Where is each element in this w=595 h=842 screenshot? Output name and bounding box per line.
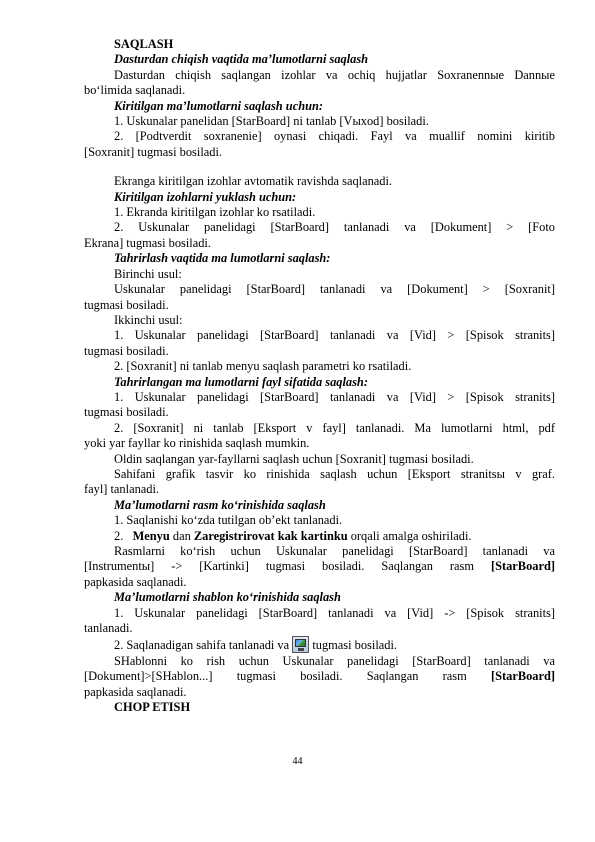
subheading-exit-save: Dasturdan chiqish vaqtida ma’lumotlarni saqlash bbox=[114, 52, 369, 67]
text-fragment: 2. Saqlanadigan sahifa tanlanadi va bbox=[114, 638, 293, 653]
list-item: 2. [Podtverdit soxranenie] oynasi chiqadi. Fayl va muallif nomini kiritib bbox=[114, 129, 555, 144]
subheading-save-as-image: Ma’lumotlarni rasm ko‘rinishida saqlash bbox=[114, 497, 326, 512]
paragraph-line: Uskunalar panelidagi [StarBoard] tanlanadi va [Dokument] > [Soxranit] bbox=[114, 282, 555, 297]
text-fragment: dan bbox=[169, 528, 194, 543]
list-item: 1. Uskunalar panelidagi [StarBoard] tanlanadi va [Vid] > [Spisok stranits] bbox=[114, 389, 555, 404]
paragraph-line: tugmasi bosiladi. bbox=[84, 405, 169, 420]
section-heading-chop-etish: CHOP ETISH bbox=[114, 700, 191, 715]
paragraph-line: tugmasi bosiladi. bbox=[84, 297, 169, 312]
paragraph-line: Sahifani grafik tasvir ko rinishida saqlash uchun [Eksport stranitsы v graf. bbox=[114, 466, 555, 481]
section-heading-saqlash: SAQLASH bbox=[114, 37, 174, 51]
list-item: 2. [Soxranit] ni tanlab [Eksport v fayl] tanlanadi. Ma lumotlarni html, pdf bbox=[114, 420, 555, 435]
paragraph-line: Ekrana] tugmasi bosiladi. bbox=[84, 235, 211, 250]
list-item: 1. Uskunalar panelidagi [StarBoard] tanlanadi va [Vid] > [Spisok stranits] bbox=[114, 328, 555, 343]
list-item: 1. Saqlanishi ko‘zda tutilgan ob’ekt tanlanadi. bbox=[114, 513, 343, 528]
register-as-picture-term: Zaregistrirovat kak kartinku bbox=[193, 528, 348, 543]
paragraph-line: Ikkinchi usul: bbox=[114, 312, 183, 327]
blank-line bbox=[84, 160, 555, 174]
paragraph-line: papkasida saqlanadi. bbox=[84, 684, 187, 699]
list-item: 2. [Soxranit] ni tanlab menyu saqlash parametri ko rsatiladi. bbox=[114, 359, 412, 374]
list-item bbox=[84, 529, 555, 544]
starboard-term: [StarBoard] bbox=[490, 669, 555, 684]
document-page bbox=[84, 37, 555, 715]
text-fragment: orqali amalga oshiriladi. bbox=[347, 528, 472, 543]
list-item: 1. Ekranda kiritilgan izohlar ko rsatiladi. bbox=[114, 205, 316, 220]
paragraph-line: Rasmlarni ko‘rish uchun Uskunalar panelidagi [StarBoard] tanlanadi va bbox=[114, 544, 555, 558]
paragraph-line: Dasturdan chiqish saqlangan izohlar va ochiq hujjatlar Soxranennыe Dannыe bbox=[114, 67, 555, 82]
menu-term: Menyu bbox=[132, 528, 170, 543]
paragraph-line: yoki yar fayllar ko rinishida saqlash mumkin. bbox=[84, 436, 310, 451]
text-fragment: [Dokument]>[SHablon...] tugmasi bosiladi. Saqlangan rasm bbox=[84, 669, 467, 684]
page-number: 44 bbox=[292, 756, 303, 767]
paragraph-line: papkasida saqlanadi. bbox=[84, 574, 187, 589]
list-item bbox=[84, 636, 555, 653]
paragraph-line: tugmasi bosiladi. bbox=[84, 343, 169, 358]
paragraph-line: tanlanadi. bbox=[84, 621, 133, 636]
starboard-term: [StarBoard] bbox=[490, 559, 555, 574]
subheading-edit-save: Tahrirlash vaqtida ma lumotlarni saqlash: bbox=[114, 251, 331, 266]
paragraph-line: SHablonni ko rish uchun Uskunalar panelidagi [StarBoard] tanlanadi va bbox=[114, 653, 555, 668]
list-item: 1. Uskunalar panelidan [StarBoard] ni tanlab [Vыxod] bosiladi. bbox=[114, 114, 429, 129]
paragraph-line bbox=[84, 669, 555, 684]
list-item: 2. Uskunalar panelidagi [StarBoard] tanlanadi va [Dokument] > [Foto bbox=[114, 220, 555, 235]
paragraph-line: Oldin saqlangan yar-fayllarni saqlash uchun [Soxranit] tugmasi bosiladi. bbox=[114, 451, 474, 466]
subheading-save-as-template: Ma’lumotlarni shablon ko‘rinishida saqlash bbox=[114, 590, 341, 605]
list-item: 1. Uskunalar panelidagi [StarBoard] tanlanadi va [Vid] -> [Spisok stranits] bbox=[114, 605, 555, 620]
text-fragment: tugmasi bosiladi. bbox=[309, 638, 397, 653]
paragraph-line: [Soxranit] tugmasi bosiladi. bbox=[84, 144, 223, 159]
subheading-save-as-file: Tahrirlangan ma lumotlarni fayl sifatida saqlash: bbox=[114, 374, 368, 389]
picture-save-icon bbox=[292, 636, 309, 653]
paragraph-line bbox=[84, 559, 555, 574]
paragraph-line: bo‘limida saqlanadi. bbox=[84, 83, 186, 98]
paragraph-line: Birinchi usul: bbox=[114, 266, 182, 281]
paragraph-line: Ekranga kiritilgan izohlar avtomatik ravishda saqlanadi. bbox=[114, 174, 393, 189]
subheading-load-notes: Kiritilgan izohlarni yuklash uchun: bbox=[114, 189, 297, 204]
text-fragment: [Instrumentы] -> [Kartinki] tugmasi bosiladi. Saqlangan rasm bbox=[84, 559, 474, 574]
paragraph-line: fayl] tanlanadi. bbox=[84, 482, 159, 497]
subheading-save-entered: Kiritilgan ma’lumotlarni saqlash uchun: bbox=[114, 98, 323, 113]
list-number: 2. bbox=[114, 528, 124, 543]
